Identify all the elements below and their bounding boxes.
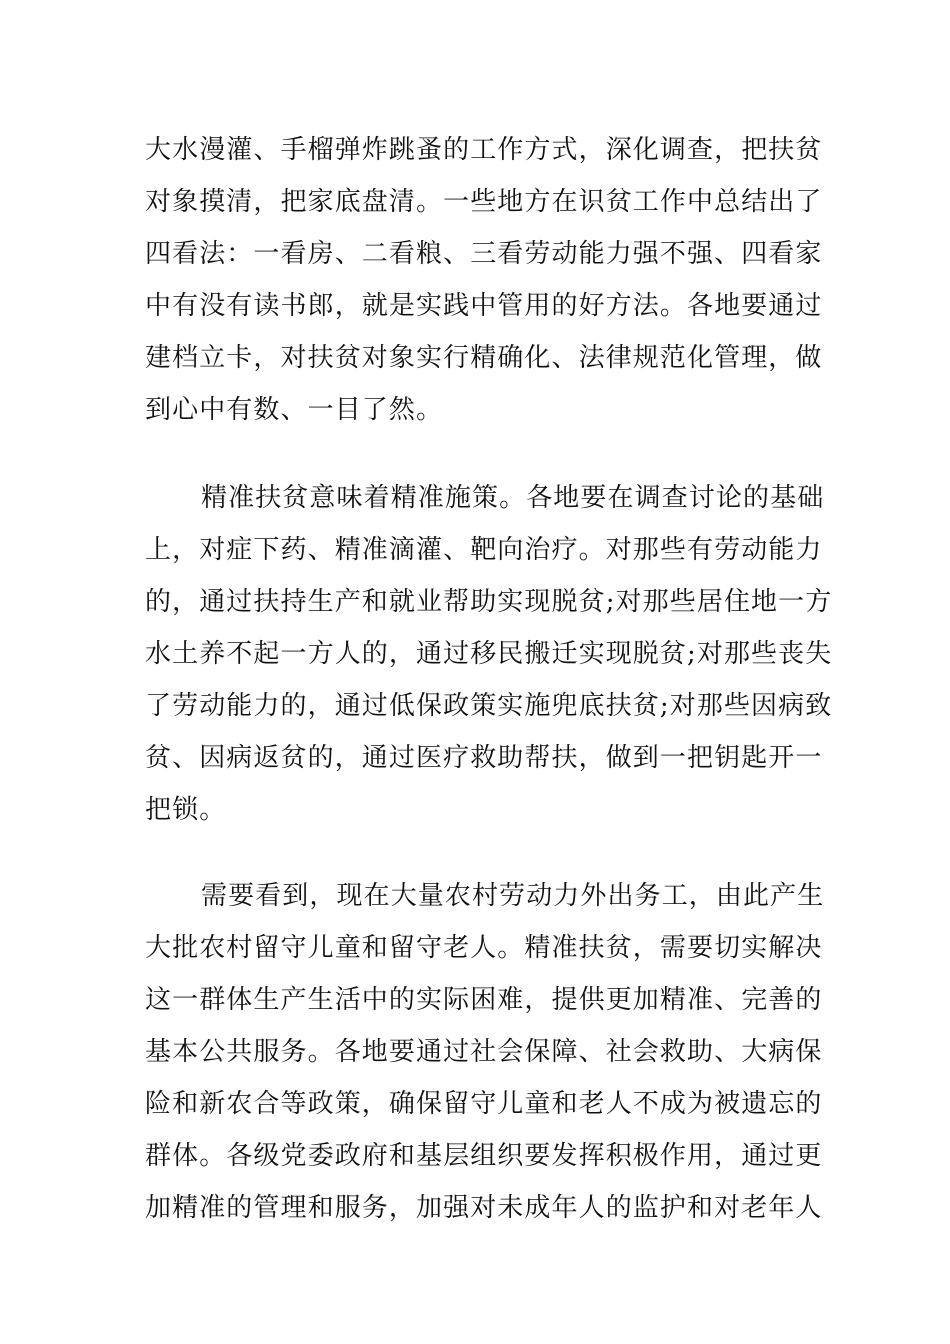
text-line: 了劳动能力的，通过低保政策实施兜底扶贫;对那些因病致 xyxy=(145,691,833,721)
text-line: 群体。各级党委政府和基层组织要发挥积极作用，通过更 xyxy=(145,1141,823,1171)
text-line: 建档立卡，对扶贫对象实行精确化、法律规范化管理，做 xyxy=(145,343,823,373)
text-line: 四看法：一看房、二看粮、三看劳动能力强不强、四看家 xyxy=(145,239,823,269)
text-line: 对象摸清，把家底盘清。一些地方在识贫工作中总结出了 xyxy=(145,187,823,217)
text-line: 需要看到，现在大量农村劳动力外出务工，由此产生 xyxy=(201,881,825,911)
text-line: 到心中有数、一目了然。 xyxy=(145,395,444,425)
text-line: 上，对症下药、精准滴灌、靶向治疗。对那些有劳动能力 xyxy=(145,535,823,565)
text-line: 加精准的管理和服务，加强对未成年人的监护和对老年人 xyxy=(145,1193,823,1223)
paragraph-3 xyxy=(145,870,825,1234)
text-line: 这一群体生产生活中的实际困难，提供更加精准、完善的 xyxy=(145,985,823,1015)
text-line: 险和新农合等政策，确保留守儿童和老人不成为被遗忘的 xyxy=(145,1089,823,1119)
text-line: 贫、因病返贫的，通过医疗救助帮扶，做到一把钥匙开一 xyxy=(145,743,823,773)
text-line: 中有没有读书郎，就是实践中管用的好方法。各地要通过 xyxy=(145,291,823,321)
text-line: 基本公共服务。各地要通过社会保障、社会救助、大病保 xyxy=(145,1037,823,1067)
text-line: 大批农村留守儿童和留守老人。精准扶贫，需要切实解决 xyxy=(145,933,823,963)
text-line: 精准扶贫意味着精准施策。各地要在调查讨论的基础 xyxy=(201,483,825,513)
paragraph-2 xyxy=(145,472,833,836)
text-line: 水土养不起一方人的，通过移民搬迁实现脱贫;对那些丧失 xyxy=(145,639,833,669)
text-line: 大水漫灌、手榴弹炸跳蚤的工作方式，深化调查，把扶贫 xyxy=(145,135,823,165)
paragraph-1 xyxy=(145,124,823,436)
text-line: 的，通过扶持生产和就业帮助实现脱贫;对那些居住地一方 xyxy=(145,587,833,617)
text-line: 把锁。 xyxy=(145,795,227,825)
